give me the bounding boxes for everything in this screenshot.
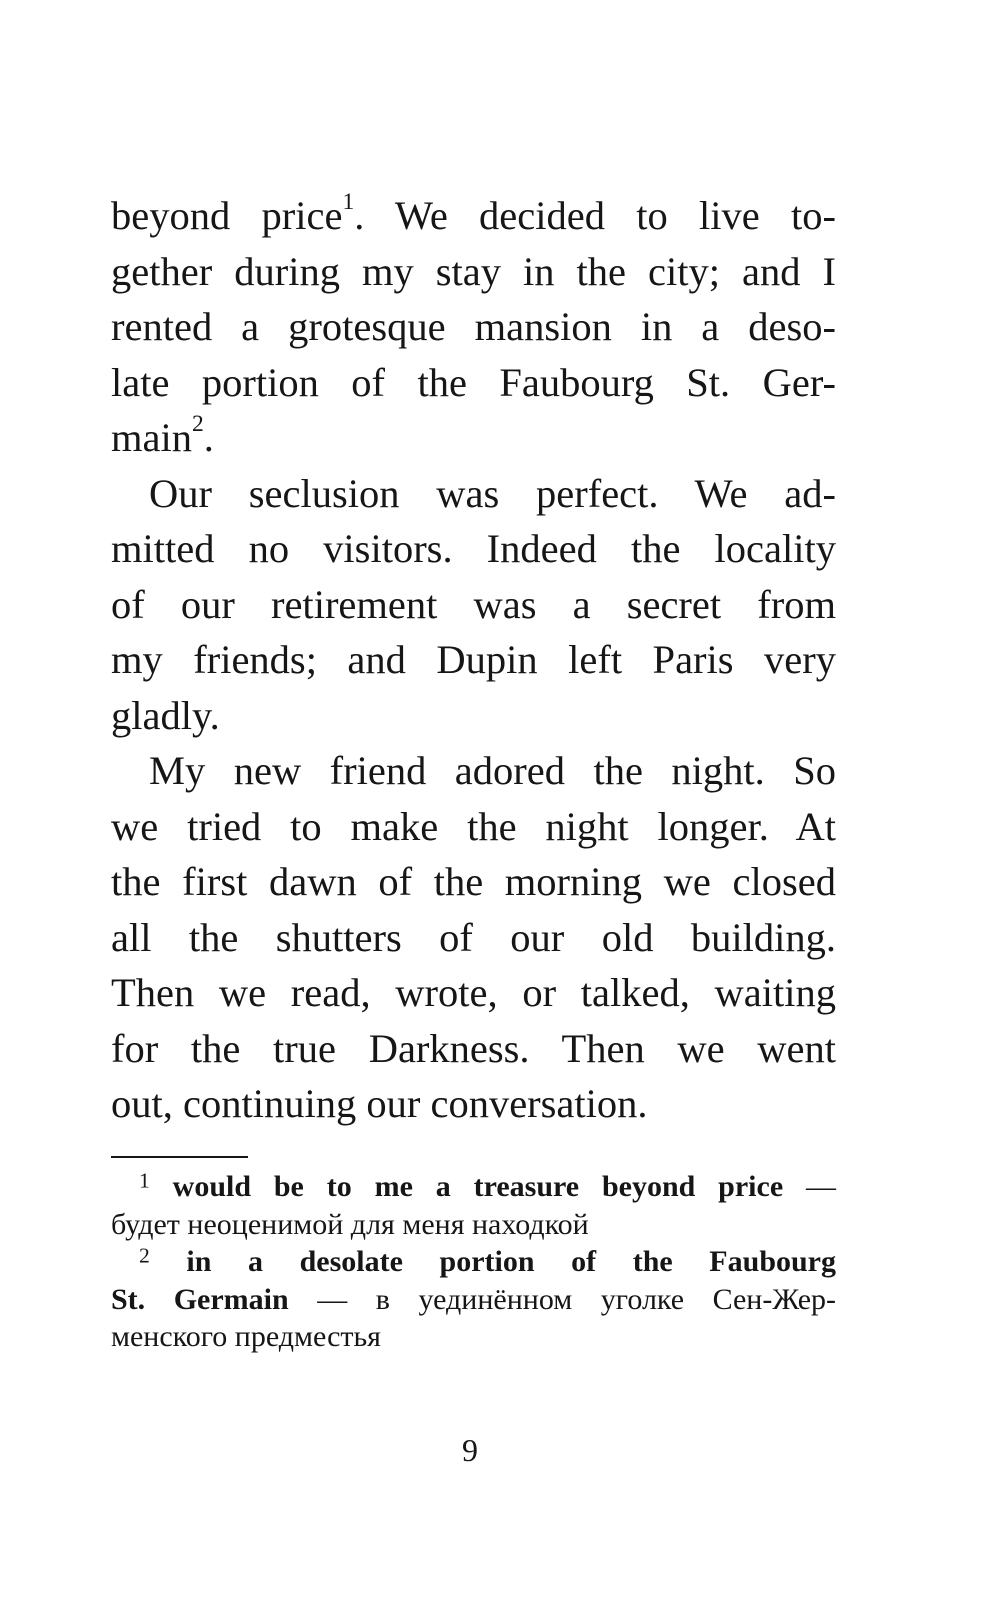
footnote-translation: в уединённом уголке Сен-Жер- <box>375 1282 837 1316</box>
text-line: beyond price$^1$. We decided to live to- <box>111 189 836 238</box>
text-line: late portion of the Faubourg St. Ger- <box>111 359 836 405</box>
footnote-line: St. Germain — в уединённом уголке Сен-Жер- <box>111 1282 837 1316</box>
footnote-term: in a desolate portion of the Faubourg <box>186 1245 837 1278</box>
text-line: Our seclusion was perfect. We ad- <box>149 470 836 516</box>
footnote-divider <box>111 1156 248 1158</box>
footnote-1: $^1$ would be to me a treasure beyond price — <box>139 1168 837 1203</box>
footnote-marker: 1 <box>139 1168 150 1193</box>
footnote-translation: менского предместья <box>111 1320 381 1353</box>
text-line: Then we read, wrote, or talked, waiting <box>111 970 836 1015</box>
text-line: of our retirement was a secret from <box>111 581 836 627</box>
footnote-ref-1[interactable]: 1 <box>342 189 355 216</box>
text-line: rented a grotesque mansion in a deso- <box>111 304 836 349</box>
text-line: gether during my stay in the city; and I <box>111 248 836 294</box>
text-line: all the shutters of our old building. <box>111 914 836 960</box>
footnote-marker: 2 <box>139 1243 150 1268</box>
footnote-term: St. Germain <box>111 1282 289 1316</box>
footnotes <box>111 1168 836 1356</box>
body-text <box>111 188 836 1132</box>
text-line: My new friend adored the night. So <box>149 748 836 793</box>
footnote-term: would be to me a treasure beyond price <box>172 1170 784 1203</box>
footnote-2 <box>111 1243 836 1281</box>
text-line: my friends; and Dupin left Paris very <box>111 637 836 682</box>
page-number: 9 <box>462 1432 478 1468</box>
footnote-ref-2[interactable]: 2 <box>191 411 204 438</box>
text-line: we tried to make the night longer. At <box>111 803 836 849</box>
text-line: gladly. <box>111 692 220 738</box>
text-line: mitted no visitors. Indeed the locality <box>111 526 836 571</box>
text-line: out, continuing our conversation. <box>111 1081 648 1126</box>
text-line: main$^2$. <box>111 411 214 460</box>
text-line: the first dawn of the morning we closed <box>111 859 836 904</box>
footnote-translation: будет неоценимой для меня находкой <box>111 1207 589 1241</box>
text-line: for the true Darkness. Then we went <box>111 1025 836 1071</box>
